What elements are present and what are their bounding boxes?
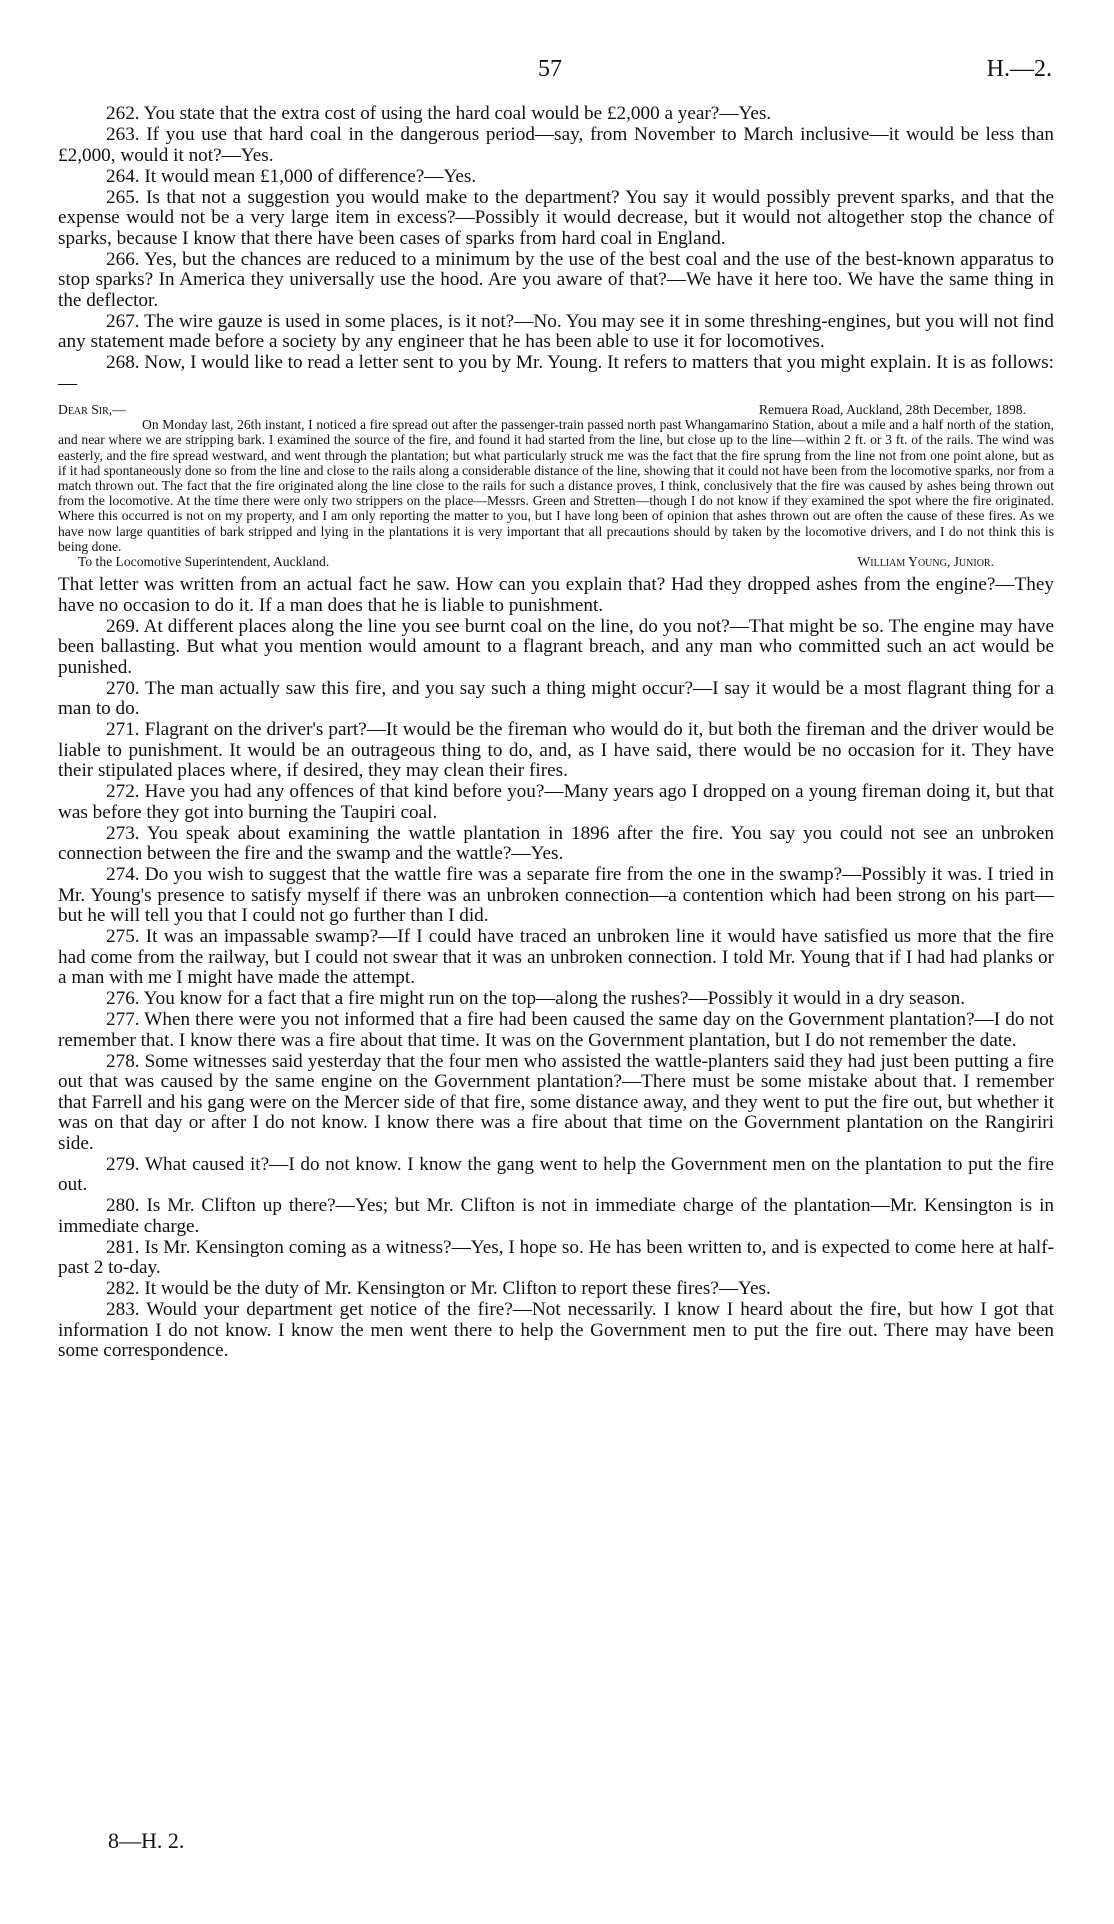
letter-addressee: To the Locomotive Superintendent, Auckland. xyxy=(78,554,330,570)
paragraph-274: 274. Do you wish to suggest that the wattle fire was a separate fire from the one in the swamp?—Possibly it was. I tried in Mr. Young's presence to satisfy myself if there was an unbroken connection—a contention which had been strong on his part—but he will tell you that I could not go further than I did. xyxy=(58,864,1054,927)
letter-header xyxy=(58,402,1054,417)
quoted-letter xyxy=(58,402,1054,569)
letter-signature: William Young, Junior. xyxy=(857,554,994,570)
paragraph-264: 264. It would mean £1,000 of difference?—Yes. xyxy=(106,165,477,187)
letter-body: On Monday last, 26th instant, I noticed a fire spread out after the passenger-train passed north past Whangamarino Station, about a mile and a half north of the station, and near where we are stripping bark. I examined the source of the fire, and found it had started from the line, but close up to the line—within 2 ft. or 3 ft. of the rails. The wind was easterly, and the fire spread westward, and went through the plantation; but what particularly struck me was the fact that the fire sprung from the line not from one point alone, but as if it had spontaneously done so from the line and close to the rails along a considerable distance of the line, showing that it could not have been from the locomotive sparks, nor from a match thrown out. The fact that the fire originated along the line close to the rails for such a distance proves, I think, conclusively that the fire was caused by ashes being thrown out from the locomotive. At the time there were only two strippers on the place—Messrs. Green and Stretten—though I do not know if they examined the spot where the fire originated. Where this occurred is not on my property, and I am only reporting the matter to you, but I have long been of opinion that ashes thrown out are often the cause of these fires. As we have now large quantities of bark stripped and lying in the plantations it is very important that all precautions should by taken by the locomotive drivers, and I do not think this is being done. xyxy=(58,417,1054,554)
paragraph-273: 273. You speak about examining the wattle plantation in 1896 after the fire. You say you could not see an unbroken connection between the fire and the swamp and the wattle?—Yes. xyxy=(58,822,1054,865)
paragraph-262: 262. You state that the extra cost of using the hard coal would be £2,000 a year?—Yes. xyxy=(106,103,772,124)
paragraph-283: 283. Would your department get notice of the fire?—Not necessarily. I know I heard about the fire, but how I got that information I do not know. I know the men went there to help the Government men to put the fire out. There may have been some correspondence. xyxy=(58,1299,1054,1362)
paragraph-281: 281. Is Mr. Kensington coming as a witness?—Yes, I hope so. He has been written to, and is expected to come here at half-past 2 to-day. xyxy=(58,1236,1054,1279)
paragraph-265: 265. Is that not a suggestion you would make to the department? You say it would possibly prevent sparks, and that the expense would not be a very large item in excess?—Possibly it would decrease, but it would not altogether stop the chance of sparks, because I know that there have been cases of sparks from hard coal in England. xyxy=(58,186,1054,249)
page-header xyxy=(0,56,1114,84)
paragraph-after-letter: That letter was written from an actual fact he saw. How can you explain that? Had they dropped ashes from the engine?—They have no occasion to do it. If a man does that he is liable to punishment. xyxy=(58,574,1054,616)
paragraph-278: 278. Some witnesses said yesterday that the four men who assisted the wattle-planters said they had just been putting a fire out that was caused by the same engine on the Government plantation?—There must be some mistake about that. I remember that Farrell and his gang were on the Mercer side of that fire, some distance away, and they went to put the fire out, but whether it was on that day or after I do not know. I know there was a fire about that time on the Government plantation on the Rangiriri side. xyxy=(58,1050,1054,1154)
paragraph-267: 267. The wire gauze is used in some places, is it not?—No. You may see it in some threshing-engines, but you will not find any statement made before a society by any engineer that he has been able to use it for locomotives. xyxy=(58,310,1054,352)
page-number: 57 xyxy=(538,56,562,82)
paragraph-269: 269. At different places along the line you see burnt coal on the line, do you not?—That might be so. The engine may have been ballasting. But what you mention would amount to a flagrant breach, and any man who committed such an act would be punished. xyxy=(58,615,1054,678)
signature-mark: 8—H. 2. xyxy=(108,1828,185,1853)
paragraph-266: 266. Yes, but the chances are reduced to a minimum by the use of the best coal and the use of the best-known apparatus to stop sparks? In America they universally use the hood. Are you aware of that?—We have it here too. We have the same thing in the deflector. xyxy=(58,248,1054,311)
paragraph-270: 270. The man actually saw this fire, and you say such a thing might occur?—I say it would be a most flagrant thing for a man to do. xyxy=(58,677,1054,720)
page-body xyxy=(58,104,1054,1362)
letter-footer xyxy=(58,554,1054,569)
paragraph-275: 275. It was an impassable swamp?—If I could have traced an unbroken line it would have satisfied us more that the fire had come from the railway, but I could not swear that it was an unbroken connection. I told Mr. Young that if I had had planks or a man with me I might have made the attempt. xyxy=(58,926,1054,989)
paragraph-268: 268. Now, I would like to read a letter sent to you by Mr. Young. It refers to matters that you might explain. It is as follows:— xyxy=(58,352,1054,394)
letter-address-date: Remuera Road, Auckland, 28th December, 1898. xyxy=(758,402,1026,417)
paragraph-279: 279. What caused it?—I do not know. I know the gang went to help the Government men on the plantation to put the fire out. xyxy=(58,1153,1054,1196)
paragraph-271: 271. Flagrant on the driver's part?—It would be the fireman who would do it, but both the fireman and the driver would be liable to punishment. It would be an outrageous thing to do, and, as I have said, there would be no occasion for it. They have their stipulated places where, if desired, they may clean their fires. xyxy=(58,719,1054,782)
paragraph-263: 263. If you use that hard coal in the dangerous period—say, from November to March inclusive—it would be less than £2,000, would it not?—Yes. xyxy=(58,124,1054,166)
letter-salutation: Dear Sir,— xyxy=(58,402,126,417)
paragraph-277: 277. When there were you not informed that a fire had been caused the same day on the Government plantation?—I do not remember that. I know there was a fire about that time. It was on the Government plantation, but I do not remember the date. xyxy=(58,1009,1054,1051)
paragraph-272: 272. Have you had any offences of that kind before you?—Many years ago I dropped on a young fireman doing it, but that was before they got into burning the Taupiri coal. xyxy=(58,781,1054,823)
paragraph-276: 276. You know for a fact that a fire might run on the top—along the rushes?—Possibly it would in a dry season. xyxy=(106,988,966,1010)
paragraph-282: 282. It would be the duty of Mr. Kensington or Mr. Clifton to report these fires?—Yes. xyxy=(106,1278,771,1300)
document-reference: H.—2. xyxy=(986,56,1052,82)
paragraph-280: 280. Is Mr. Clifton up there?—Yes; but Mr. Clifton is not in immediate charge of the plantation—Mr. Kensington is in immediate charge. xyxy=(58,1195,1054,1237)
